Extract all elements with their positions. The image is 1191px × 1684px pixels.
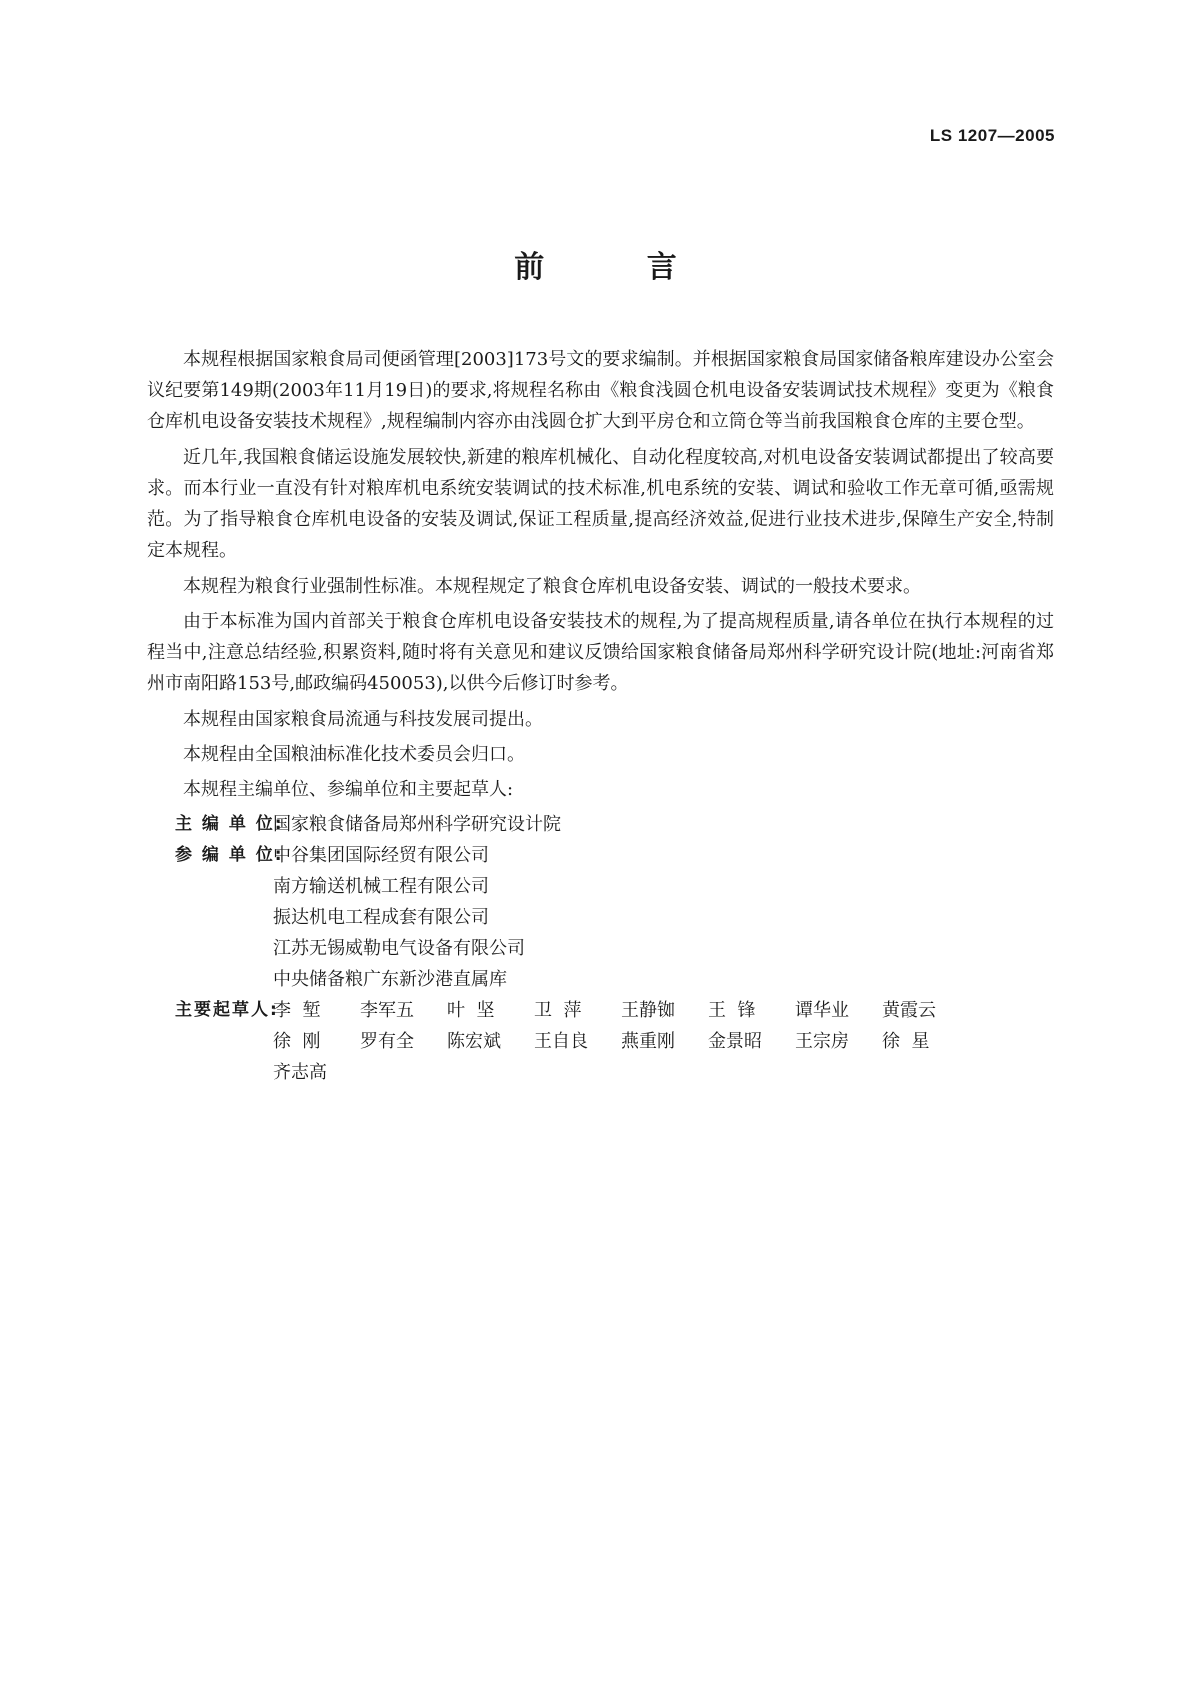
drafter-name: 齐志高 [273, 1062, 327, 1083]
standard-code: LS 1207—2005 [929, 126, 1055, 145]
chief-unit-label: 主 编 单 位: [175, 814, 284, 834]
paragraph-mandatory: 本规程为粮食行业强制性标准。本规程规定了粮食仓库机电设备安装、调试的一般技术要求。 [183, 576, 921, 597]
participating-unit: 南方输送机械工程有限公司 [273, 876, 489, 897]
drafter-name: 金景昭 [708, 1031, 762, 1052]
drafter-name: 卫 萍 [534, 1000, 582, 1021]
paragraph-custodian: 本规程由全国粮油标准化技术委员会归口。 [183, 744, 525, 765]
paragraph-proposer: 本规程由国家粮食局流通与科技发展司提出。 [183, 709, 543, 730]
drafters-list [273, 995, 1054, 1088]
participating-unit: 江苏无锡威勒电气设备有限公司 [273, 938, 525, 959]
drafter-name: 陈宏斌 [447, 1031, 501, 1052]
drafter-name: 王宗房 [795, 1031, 849, 1052]
paragraph-background: 本规程根据国家粮食局司便函管理[2003]173号文的要求编制。并根据国家粮食局国家储备粮库建设办公室会议纪要第149期(2003年11月19日)的要求,将规程名称由《粮食浅圆仓机电设备安装调试技术规程》变更为《粮食仓库机电设备安装技术规程》,规程编制内容亦由浅圆仓扩大到平房仓和立筒仓等当前我国粮食仓库的主要仓型。 [147, 349, 1054, 432]
drafter-name: 王静铷 [621, 1000, 675, 1021]
participating-units-row [147, 840, 1054, 995]
drafter-name: 黄霞云 [882, 1000, 936, 1021]
participating-units-list [273, 840, 1054, 995]
drafter-name: 徐 星 [882, 1031, 930, 1052]
participating-unit: 振达机电工程成套有限公司 [273, 907, 489, 928]
participating-unit: 中央储备粮广东新沙港直属库 [273, 969, 507, 990]
foreword-body [147, 344, 1054, 1088]
drafter-name: 罗有全 [360, 1031, 414, 1052]
drafter-name: 叶 坚 [447, 1000, 495, 1021]
drafter-name: 李 堑 [273, 1000, 321, 1021]
paragraph-feedback: 由于本标准为国内首部关于粮食仓库机电设备安装技术的规程,为了提高规程质量,请各单位在执行本规程的过程当中,注意总结经验,积累资料,随时将有关意见和建议反馈给国家粮食储备局郑州科学研究设计院(地址:河南省郑州市南阳路153号,邮政编码450053),以供今后修订时参考。 [147, 611, 1054, 694]
participating-unit: 中谷集团国际经贸有限公司 [273, 845, 489, 866]
drafter-name: 李军五 [360, 1000, 414, 1021]
participating-units-label: 参 编 单 位: [175, 845, 284, 865]
page-title: 前 言 [514, 250, 723, 285]
paragraph-purpose: 近几年,我国粮食储运设施发展较快,新建的粮库机械化、自动化程度较高,对机电设备安装调试都提出了较高要求。而本行业一直没有针对粮库机电系统安装调试的技术标准,机电系统的安装、调试和验收工作无章可循,亟需规范。为了指导粮食仓库机电设备的安装及调试,保证工程质量,提高经济效益,促进行业技术进步,保障生产安全,特制定本规程。 [147, 447, 1054, 561]
drafters-row [147, 995, 1054, 1088]
chief-unit-row [147, 809, 1054, 840]
drafter-name: 燕重刚 [621, 1031, 675, 1052]
drafter-name: 王 锋 [708, 1000, 756, 1021]
drafters-label: 主要起草人: [175, 1000, 279, 1020]
drafter-name: 王自良 [534, 1031, 588, 1052]
drafter-name: 徐 刚 [273, 1031, 321, 1052]
chief-unit: 国家粮食储备局郑州科学研究设计院 [273, 814, 561, 835]
drafter-name: 谭华业 [795, 1000, 849, 1021]
paragraph-credits-intro: 本规程主编单位、参编单位和主要起草人: [183, 779, 514, 800]
